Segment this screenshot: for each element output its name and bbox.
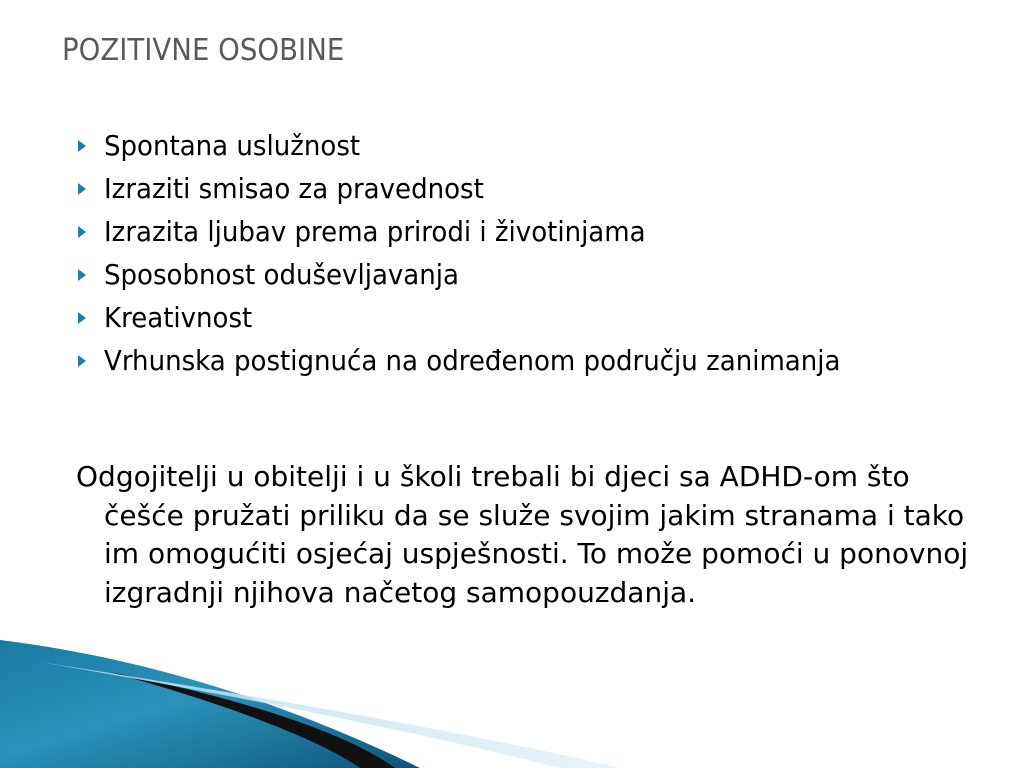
list-item-label: Izraziti smisao za pravednost — [104, 172, 484, 205]
list-item-label: Izrazita ljubav prema prirodi i životinjama — [104, 215, 646, 248]
triangle-right-icon — [78, 226, 86, 238]
bullet-list — [76, 126, 976, 384]
list-item — [76, 126, 976, 166]
triangle-right-icon — [78, 140, 86, 152]
page-title: POZITIVNE OSOBINE — [62, 33, 345, 68]
list-item — [76, 341, 976, 381]
triangle-right-icon — [78, 269, 86, 281]
list-item — [76, 298, 976, 338]
triangle-right-icon — [78, 312, 86, 324]
list-item-label: Vrhunska postignuća na određenom području zanimanja — [104, 344, 841, 377]
body-paragraph: Odgojitelji u obitelji i u školi trebali bi djeci sa ADHD-om što češće pružati priliku da se služe svojim jakim stranama i tako im omogućiti osjećaj uspješnosti. To može pomoći u ponovnoj izgradnji njihova načetog samopouzdanja. — [76, 460, 969, 609]
triangle-right-icon — [78, 355, 86, 367]
triangle-right-icon — [78, 183, 86, 195]
list-item — [76, 255, 976, 295]
list-item-label: Spontana uslužnost — [104, 129, 361, 162]
list-item-label: Sposobnost oduševljavanja — [104, 258, 459, 291]
list-item — [76, 212, 976, 252]
list-item-label: Kreativnost — [104, 301, 253, 334]
list-item — [76, 169, 976, 209]
